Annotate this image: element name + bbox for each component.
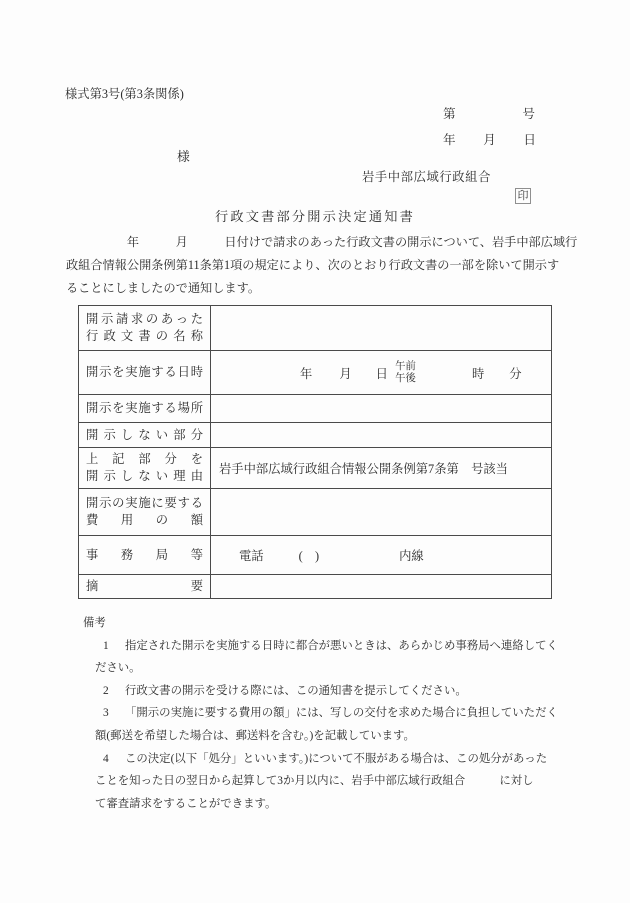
- remark-line: [103, 635, 558, 658]
- remark-text: この決定(以下「処分」といいます。)について不服がある場合は、この処分があった: [125, 752, 548, 765]
- row-label-line: 摘要: [86, 579, 203, 593]
- table-row-office: [79, 536, 551, 575]
- date-month-label: 月: [483, 133, 496, 147]
- remark-text: 「開示の実施に要する費用の額」には、写しの交付を求めた場合に負担していただく: [125, 707, 558, 720]
- row-label: [79, 448, 211, 488]
- row-value-office: [211, 536, 551, 574]
- remark-number: 1: [103, 639, 109, 652]
- table-row-disclosure-place: [79, 395, 551, 423]
- detail-table: [78, 305, 552, 599]
- doc-number-suffix: 号: [522, 107, 535, 121]
- remark-line: て審査請求をすることができます。: [95, 797, 277, 810]
- datetime-minute-label: 分: [509, 366, 522, 381]
- body-line: ることにしましたので通知します。: [66, 281, 261, 296]
- document-number-line: [443, 103, 535, 122]
- issuer-name: 岩手中部広域行政組合: [362, 170, 491, 184]
- row-value-disclosure-datetime: [211, 351, 551, 394]
- remarks-section: [66, 612, 558, 815]
- row-label-line: 事務局等: [86, 547, 203, 562]
- datetime-ampm-labels: [395, 361, 416, 384]
- seal-mark: 印: [515, 188, 531, 204]
- row-label: [79, 575, 211, 598]
- office-tel-parens: ( ): [298, 549, 320, 563]
- body-line: 年 月 日付けで請求のあった行政文書の開示について、岩手中部広域行: [66, 235, 578, 249]
- date-year-label: 年: [443, 133, 456, 147]
- row-label-line: 上記部分を: [86, 452, 203, 466]
- form-number: 様式第3号(第3条関係): [65, 87, 184, 101]
- remark-number: 4: [103, 752, 109, 765]
- row-label: [79, 536, 211, 574]
- remark-number: 3: [103, 707, 109, 720]
- remark-line: ださい。: [95, 662, 141, 675]
- issue-date-line: [443, 129, 536, 148]
- remarks-heading: 備考: [83, 617, 106, 629]
- row-label-line: 開示しない部分: [86, 427, 203, 442]
- remark-line: ことを知った日の翌日から起算して3か月以内に、岩手中部広域行政組合 に対し: [95, 775, 534, 788]
- row-label: [79, 423, 211, 447]
- table-row-reason: [79, 448, 551, 489]
- datetime-am-label: 午前: [394, 361, 416, 372]
- row-label: [79, 395, 211, 422]
- doc-number-prefix: 第: [443, 107, 456, 121]
- row-value-fee: [211, 489, 551, 535]
- row-label-line: 開示の実施に要する: [86, 496, 203, 510]
- datetime-month-label: 月: [339, 366, 352, 381]
- remark-text: 指定された開示を実施する日時に都合が悪いときは、あらかじめ事務局へ連絡してく: [125, 639, 558, 652]
- office-tel-label: 電話: [239, 549, 264, 563]
- remark-item: [66, 748, 558, 816]
- datetime-pm-label: 午後: [394, 372, 416, 384]
- row-label-line: 行政文書の名称: [86, 329, 203, 343]
- body-paragraph: [66, 231, 577, 301]
- datetime-hour-label: 時: [471, 366, 485, 381]
- date-day-label: 日: [523, 133, 536, 147]
- remark-item: [66, 702, 558, 747]
- addressee-suffix: 様: [177, 150, 190, 164]
- office-extension-label: 内線: [399, 549, 424, 563]
- remark-line: [103, 748, 558, 771]
- table-row-document-name: [79, 306, 551, 351]
- row-value-summary: [211, 575, 551, 598]
- row-label-line: 開示を実施する場所: [86, 401, 203, 415]
- row-value-document-name: [211, 306, 551, 350]
- body-line: 政組合情報公開条例第11条第1項の規定により、次のとおり行政文書の一部を除いて開示す: [66, 258, 560, 273]
- row-value-disclosure-place: [211, 395, 551, 422]
- row-value-reason: 岩手中部広域行政組合情報公開条例第7条第 号該当: [219, 462, 508, 476]
- remark-item: [66, 635, 558, 680]
- row-label: [79, 351, 211, 394]
- row-label-line: 開示請求のあった: [86, 312, 203, 326]
- row-label-line: 費用の額: [86, 513, 203, 527]
- remark-line: [103, 680, 558, 703]
- table-row-fee: [79, 489, 551, 536]
- remark-line: [103, 702, 558, 725]
- row-value-undisclosed-part: [211, 423, 551, 447]
- remark-item: [66, 680, 558, 703]
- remark-line: 額(郵送を希望した場合は、郵送料を含む。)を記載しています。: [95, 729, 415, 742]
- datetime-day-label: 日: [375, 366, 388, 381]
- table-row-summary: [79, 575, 551, 599]
- row-label: [79, 489, 211, 535]
- datetime-year-label: 年: [300, 366, 313, 381]
- remark-number: 2: [103, 684, 109, 697]
- table-row-disclosure-datetime: [79, 351, 551, 395]
- table-row-undisclosed-part: [79, 423, 551, 448]
- row-label-line: 開示を実施する日時: [86, 365, 203, 379]
- document-title: 行政文書部分開示決定通知書: [214, 209, 416, 224]
- row-label: [79, 306, 211, 350]
- row-label-line: 開示しない理由: [86, 469, 203, 483]
- remark-text: 行政文書の開示を受ける際には、この通知書を提示してください。: [125, 684, 467, 697]
